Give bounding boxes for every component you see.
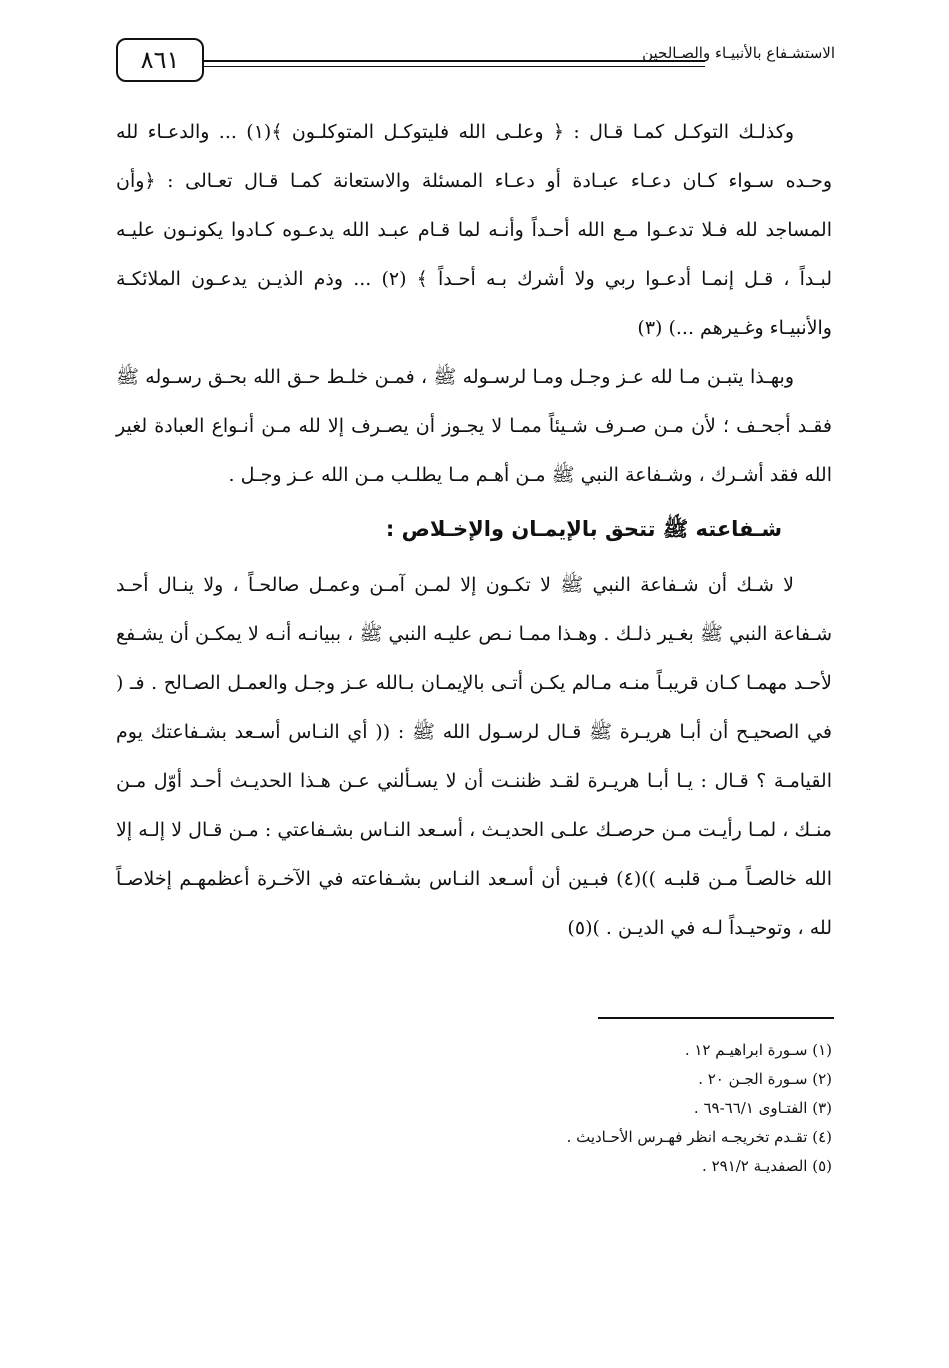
section-heading: شـفاعته ﷺ تتحق بالإيمـان والإخـلاص : <box>385 517 782 542</box>
paragraph: وبهـذا يتبـن مـا لله عـز وجـل ومـا لرسـوله ﷺ ، فمـن خلـط حـق الله بحـق رسـوله ﷺ فقـد أجحـف ؛ لأن مـن صـرف شـيئاً ممـا لا يجـوز أن يصـرف إلا لله مـن أنـواع العبادة لغير الله فقد أشـرك ، وشـفاعة النبي ﷺ مـن أهـم مـا يطلـب مـن الله عـز وجـل . <box>116 366 832 487</box>
running-title: الاستشـفاع بالأنبيـاء والصـالحين <box>642 44 835 62</box>
footnote-divider <box>598 1017 834 1019</box>
footnote: (٤) تقـدم تخريجـه انظر فهـرس الأحـاديث . <box>566 1128 832 1146</box>
header-rule <box>202 60 705 62</box>
footnote: (٢) سـورة الجـن ٢٠ . <box>698 1070 832 1088</box>
footnote: (٣) الفتـاوى ٦٦/١-٦٩ . <box>693 1099 832 1117</box>
main-text <box>116 108 832 953</box>
paragraph: لا شـك أن شـفاعة النبي ﷺ لا تكـون إلا لمـن آمـن وعمـل صالحـاً ، ولا ينـال أحـد شـفاعة النبي ﷺ بغـير ذلـك . وهـذا ممـا نـص عليـه النبي ﷺ ، ببيانـه أنـه لا يمكـن أن يشـفع لأحـد مهمـا كـان قريبـاً منـه مـالم يكـن أتـى بالإيمـان بـالله عـز وجـل والعمـل الصـالح . فـ ( في الصحيـح أن أبـا هريـرة ﷺ قـال لرسـول الله ﷺ : (( أي النـاس أسـعد بشـفاعتك يوم القيامـة ؟ قـال : يـا أبـا هريـرة لقـد ظننـت أن لا يسـألني عـن هـذا الحديـث أحـد أوّل مـن منـك ، لمـا رأيـت مـن حرصـك علـى الحديـث ، أسـعد النـاس بشـفاعتي : مـن قـال لا إلـه إلا الله خالصـاً مـن قلبـه ))(٤) فبـين أن أسـعد النـاس بشـفاعته في الآخـرة أعظمهـم إخلاصـاً لله ، وتوحيـداً لـه في الديـن . )(٥) <box>116 573 832 939</box>
footnote: (١) سـورة ابراهيـم ١٢ . <box>684 1041 832 1059</box>
footnotes-list <box>400 1036 832 1181</box>
running-header <box>110 38 835 88</box>
header-rule-thin <box>202 66 705 67</box>
paragraph: وكذلـك التوكـل كمـا قـال : ﴿ وعلـى الله فليتوكـل المتوكلـون ﴾(١) ... والدعـاء لله وحـده سـواء كـان دعـاء عبـادة أو دعـاء المسئلة والاستعانة كمـا قـال تعـالى : ﴿وأن المساجد لله فـلا تدعـوا مـع الله أحـداً وأنـه لما قـام عبـد الله يدعـوه كـادوا يكونـون عليـه لبـداً ، قـل إنمـا أدعـوا ربي ولا أشرك بـه أحـداً ﴾ (٢) ... وذم الذيـن يدعـون الملائكـة والأنبيـاء وغـيرهم ...) (٣) <box>116 121 832 340</box>
page-number-box <box>116 38 204 82</box>
page-number: ٨٦١ <box>140 46 180 74</box>
footnote: (٥) الصفديـة ٢٩١/٢ . <box>702 1157 832 1175</box>
